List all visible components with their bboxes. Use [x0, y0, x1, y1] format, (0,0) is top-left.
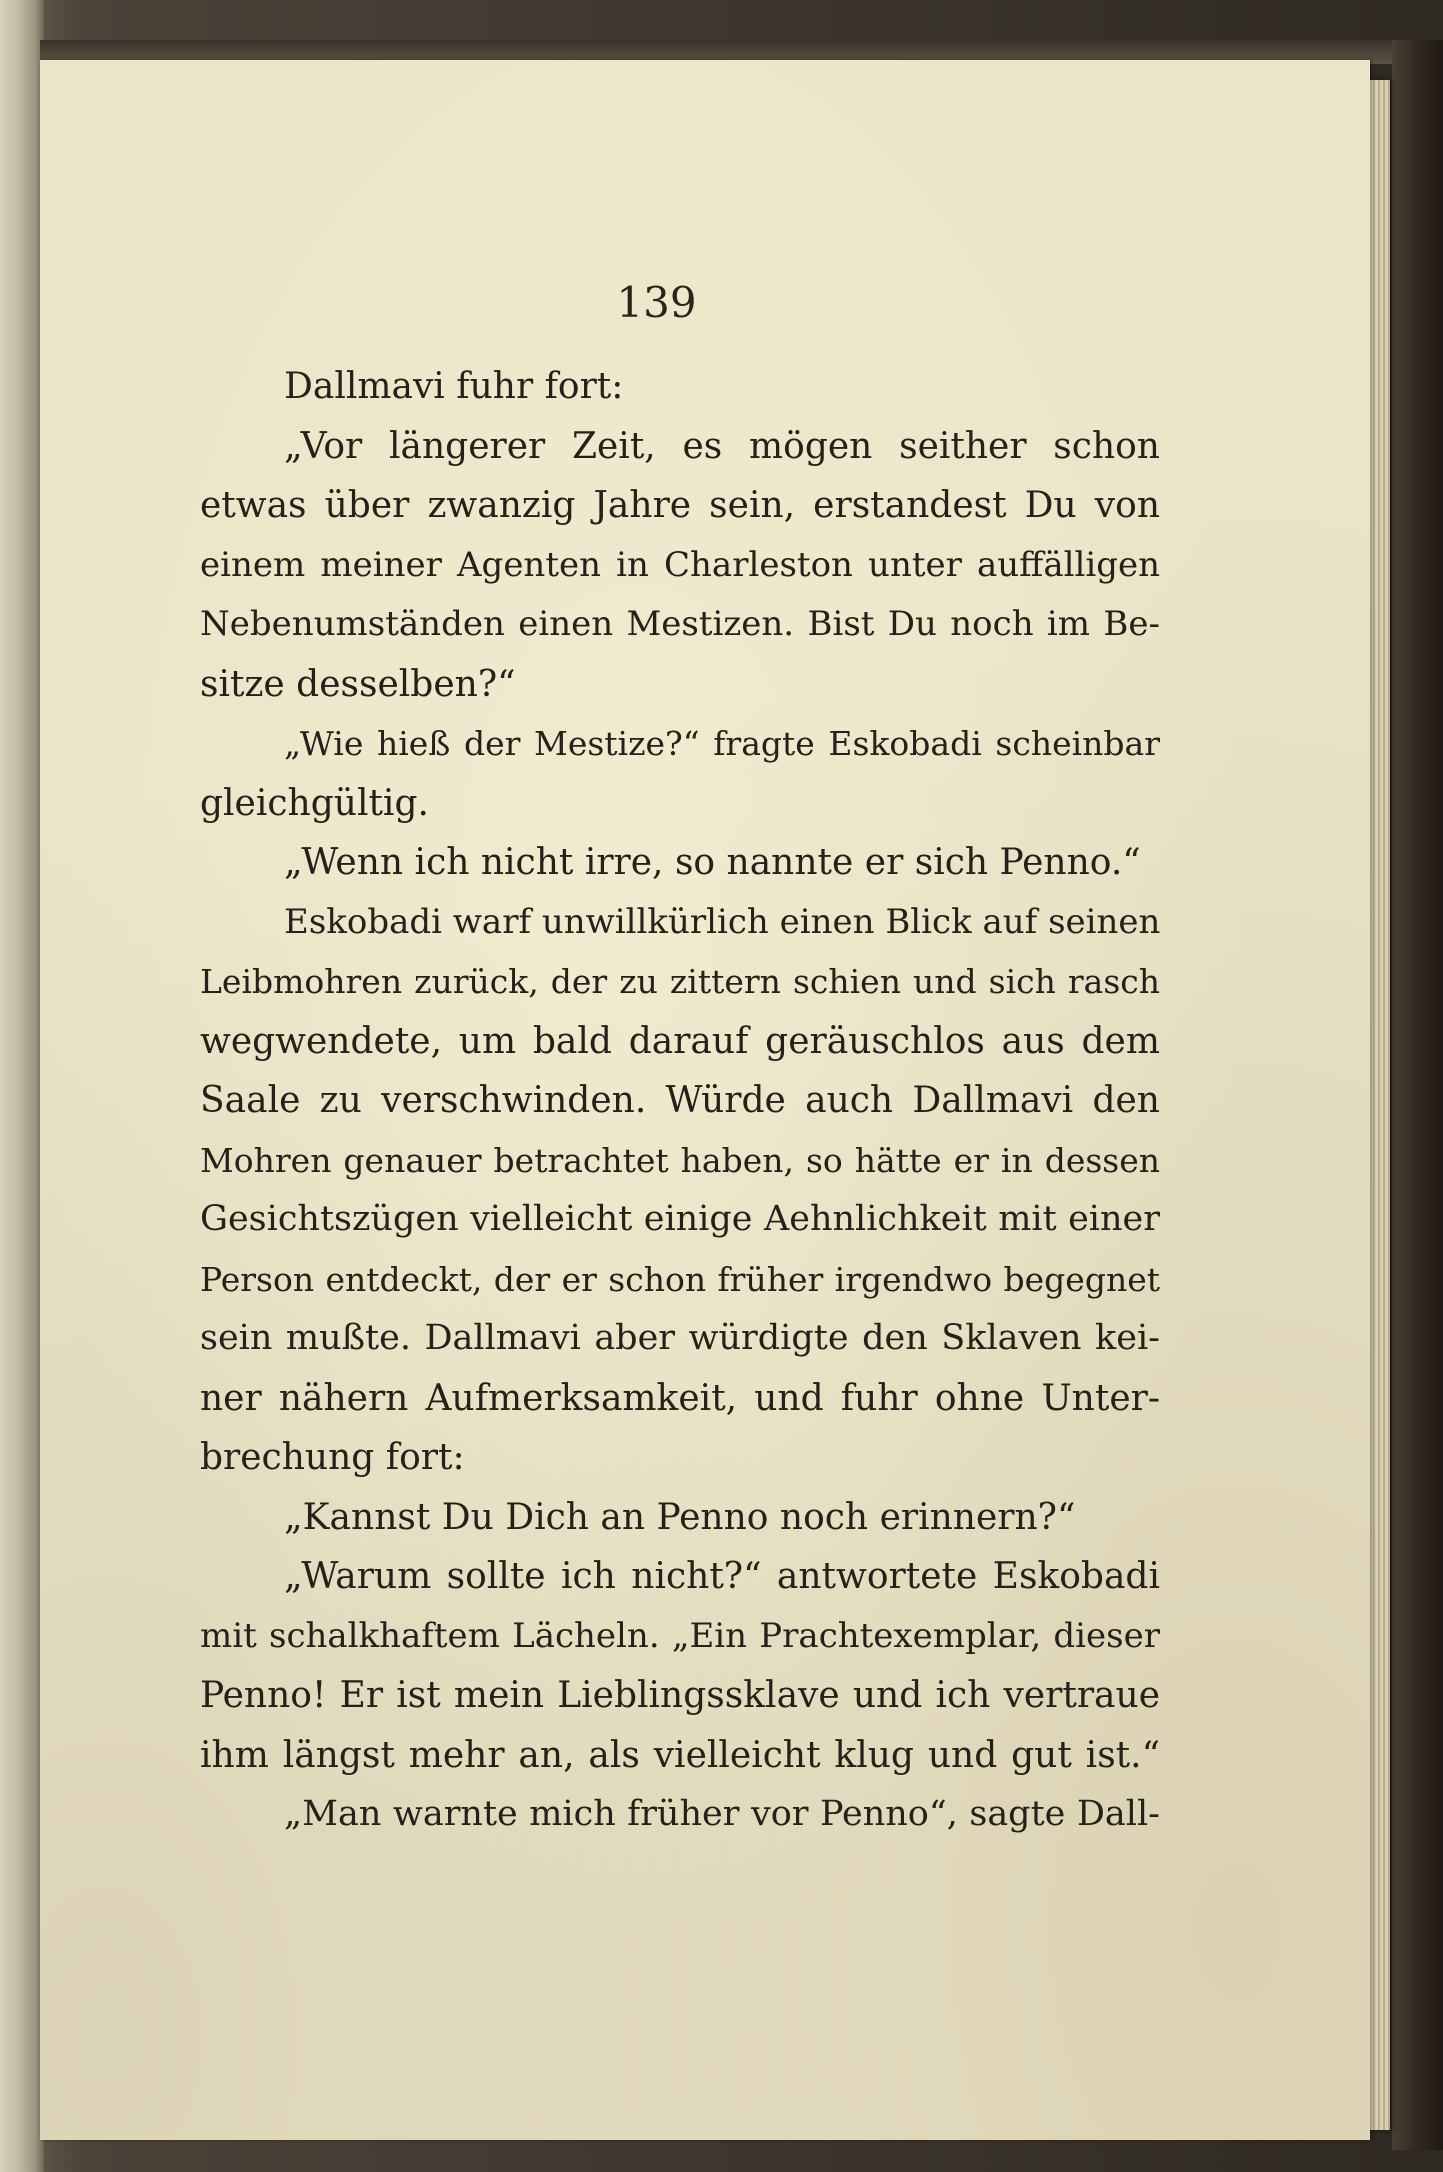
text-line: Penno! Er ist mein Lieblingssklave und ich vertraue: [200, 1675, 1160, 1716]
text-line: ner nähern Aufmerksamkeit, und fuhr ohne Unter-: [200, 1377, 1160, 1419]
text-line: mit schalkhaftem Lächeln. „Ein Prachtexemplar, dieser: [200, 1615, 1160, 1656]
text-line: „Wie hieß der Mestize?“ fragte Eskobadi scheinbar: [284, 724, 1160, 763]
text-line: Saale zu verschwinden. Würde auch Dallmavi den: [200, 1080, 1160, 1121]
text-line: ihm längst mehr an, als vielleicht klug und gut ist.“: [200, 1734, 1160, 1776]
book-page: [40, 60, 1370, 2140]
text-line: gleichgültig.: [200, 782, 429, 824]
facing-page-edge: [0, 0, 44, 2172]
text-line: einem meiner Agenten in Charleston unter auffälligen: [200, 544, 1160, 585]
body-text: [200, 357, 1160, 1845]
text-line: „Kannst Du Dich an Penno noch erinnern?“: [284, 1496, 1076, 1538]
text-line: Dallmavi fuhr fort:: [284, 366, 624, 407]
text-line: Mohren genauer betrachtet haben, so hätte er in dessen: [200, 1140, 1160, 1180]
text-line: etwas über zwanzig Jahre sein, erstandest Du von: [200, 485, 1160, 526]
text-line: Nebenumständen einen Mestizen. Bist Du noch im Be-: [200, 604, 1160, 644]
text-line: Leibmohren zurück, der zu zittern schien und sich rasch: [200, 962, 1160, 1001]
text-line: „Man warnte mich früher vor Penno“, sagte Dall-: [284, 1794, 1160, 1834]
page-number: 139: [616, 278, 697, 327]
text-line: brechung fort:: [200, 1437, 465, 1478]
text-line: sein mußte. Dallmavi aber würdigte den Sklaven kei-: [200, 1318, 1160, 1358]
text-line: „Wenn ich nicht irre, so nannte er sich Penno.“: [284, 842, 1141, 883]
text-line: Gesichtszügen vielleicht einige Aehnlichkeit mit einer: [200, 1199, 1160, 1239]
text-line: wegwendete, um bald darauf geräuschlos aus dem: [200, 1020, 1160, 1062]
text-line: Person entdeckt, der er schon früher irgendwo begegnet: [200, 1259, 1160, 1299]
text-line: Eskobadi warf unwillkürlich einen Blick auf seinen: [284, 901, 1161, 942]
book-cover-spine: [1392, 40, 1443, 2150]
text-line: „Warum sollte ich nicht?“ antwortete Eskobadi: [284, 1556, 1160, 1597]
text-line: sitze desselben?“: [200, 663, 516, 705]
text-line: „Vor längerer Zeit, es mögen seither schon: [284, 425, 1160, 467]
